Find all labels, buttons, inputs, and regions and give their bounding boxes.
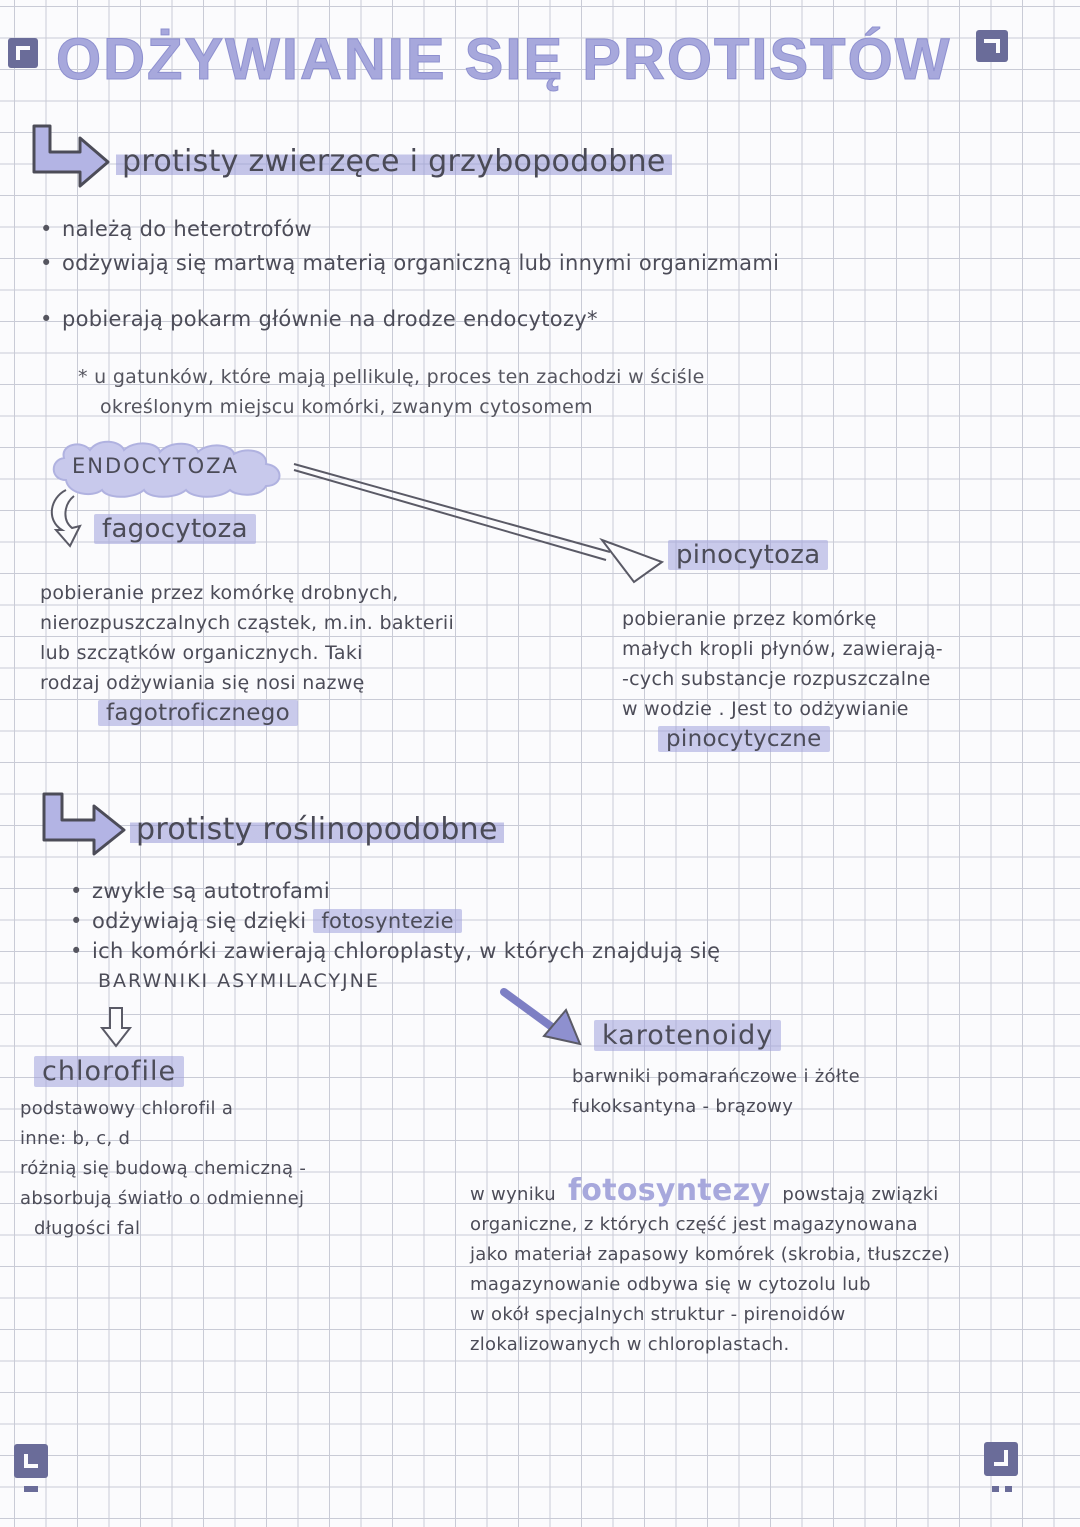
corner-dash-bottom-left bbox=[24, 1486, 38, 1492]
corner-marker-bottom-right bbox=[984, 1442, 1018, 1476]
footnote-line-2: określonym miejscu komórki, zwanym cytosomem bbox=[100, 396, 593, 418]
carotenoids-label: karotenoidy bbox=[594, 1020, 781, 1051]
pinocytosis-line-3: -cych substancje rozpuszczalne bbox=[622, 668, 931, 690]
section1-bullets bbox=[40, 212, 1000, 336]
pinocytosis-label: pinocytoza bbox=[668, 540, 828, 570]
note-line-2: organiczne, z których część jest magazynowana bbox=[470, 1214, 918, 1235]
note-line-4: magazynowanie odbywa się w cytozolu lub bbox=[470, 1274, 871, 1295]
section1-heading: protisty zwierzęce i grzybopodobne bbox=[116, 144, 672, 179]
section2-bullets bbox=[70, 876, 1030, 996]
chlorophyll-line-2: inne: b, c, d bbox=[20, 1128, 131, 1149]
bullet-autotrophs: • zwykle są autotrofami bbox=[70, 876, 1030, 906]
diagonal-arrow-icon bbox=[500, 984, 586, 1054]
curved-arrow-icon bbox=[40, 486, 90, 556]
bullet-heterotrophs: • należą do heterotrofów bbox=[40, 212, 1000, 246]
bullet-endocytosis: • pobierają pokarm głównie na drodze endocytozy* bbox=[40, 302, 1000, 336]
bullet-photosynthesis: • odżywiają się dzięki fotosyntezie bbox=[70, 906, 1030, 936]
page-title: ODŻYWIANIE SIĘ PROTISTÓW bbox=[56, 27, 952, 92]
fagocytosis-line-1: pobieranie przez komórkę drobnych, bbox=[40, 582, 399, 604]
carotenoids-line-1: barwniki pomarańczowe i żółte bbox=[572, 1066, 860, 1087]
endocytosis-label: ENDOCYTOZA bbox=[72, 454, 239, 478]
fagocytosis-line-4: rodzaj odżywiania się nosi nazwę bbox=[40, 672, 365, 694]
pinocytosis-description bbox=[622, 604, 943, 754]
return-arrow-icon-2 bbox=[34, 786, 130, 860]
note-line-5: w okół specjalnych struktur - pirenoidów bbox=[470, 1304, 846, 1325]
corner-marker-top-left bbox=[8, 38, 38, 68]
down-arrow-icon bbox=[98, 1004, 134, 1054]
bullet-chloroplasts: • ich komórki zawierają chloroplasty, w których znajdują się bbox=[70, 936, 1030, 966]
fagocytosis-description bbox=[40, 578, 454, 728]
corner-dots-bottom-right bbox=[992, 1486, 1012, 1492]
note-prefix: w wyniku bbox=[470, 1184, 556, 1205]
note-line-1: powstają związki bbox=[782, 1184, 939, 1205]
chlorophyll-label: chlorofile bbox=[34, 1056, 184, 1087]
pinocytosis-line-4: w wodzie . Jest to odżywianie bbox=[622, 698, 909, 720]
note-line-3: jako materiał zapasowy komórek (skrobia, tłuszcze) bbox=[470, 1244, 951, 1265]
note-line-6: zlokalizowanych w chloroplastach. bbox=[470, 1334, 790, 1355]
arrow-to-pinocytosis bbox=[290, 456, 670, 590]
pinocytosis-line-1: pobieranie przez komórkę bbox=[622, 608, 877, 630]
pinocytosis-line-2: małych kropli płynów, zawierają- bbox=[622, 638, 943, 660]
photosynthesis-term: fotosyntezie bbox=[313, 909, 462, 933]
fagocytosis-line-2: nierozpuszczalnych cząstek, m.in. bakterii bbox=[40, 612, 455, 634]
section2-heading: protisty roślinopodobne bbox=[130, 812, 504, 847]
carotenoids-line-2: fukoksantyna - brązowy bbox=[572, 1096, 794, 1117]
return-arrow-icon bbox=[24, 118, 114, 192]
note-term: fotosyntezy bbox=[567, 1173, 771, 1208]
chlorophyll-description bbox=[20, 1094, 306, 1244]
chlorophyll-line-1: podstawowy chlorofil a bbox=[20, 1098, 234, 1119]
fagocytosis-line-3: lub szczątków organicznych. Taki bbox=[40, 642, 363, 664]
corner-marker-bottom-left bbox=[14, 1444, 48, 1478]
chlorophyll-line-5: długości fal bbox=[34, 1218, 141, 1239]
footnote-line-1: * u gatunków, które mają pellikulę, proces ten zachodzi w ściśle bbox=[78, 366, 705, 388]
bullet-diet: • odżywiają się martwą materią organiczną lub innymi organizmami bbox=[40, 246, 1000, 280]
pigments-label: BARWNIKI ASYMILACYJNE bbox=[98, 970, 380, 992]
chlorophyll-line-3: różnią się budową chemiczną - bbox=[20, 1158, 307, 1179]
fagocytosis-label: fagocytoza bbox=[94, 514, 256, 544]
carotenoids-description bbox=[572, 1062, 860, 1122]
corner-marker-top-right bbox=[976, 30, 1008, 62]
photosynthesis-note bbox=[470, 1173, 1060, 1360]
chlorophyll-line-4: absorbują światło o odmiennej bbox=[20, 1188, 305, 1209]
fagocytosis-term: fagotroficznego bbox=[98, 700, 298, 726]
footnote bbox=[78, 362, 705, 422]
pinocytosis-term: pinocytyczne bbox=[658, 726, 830, 752]
